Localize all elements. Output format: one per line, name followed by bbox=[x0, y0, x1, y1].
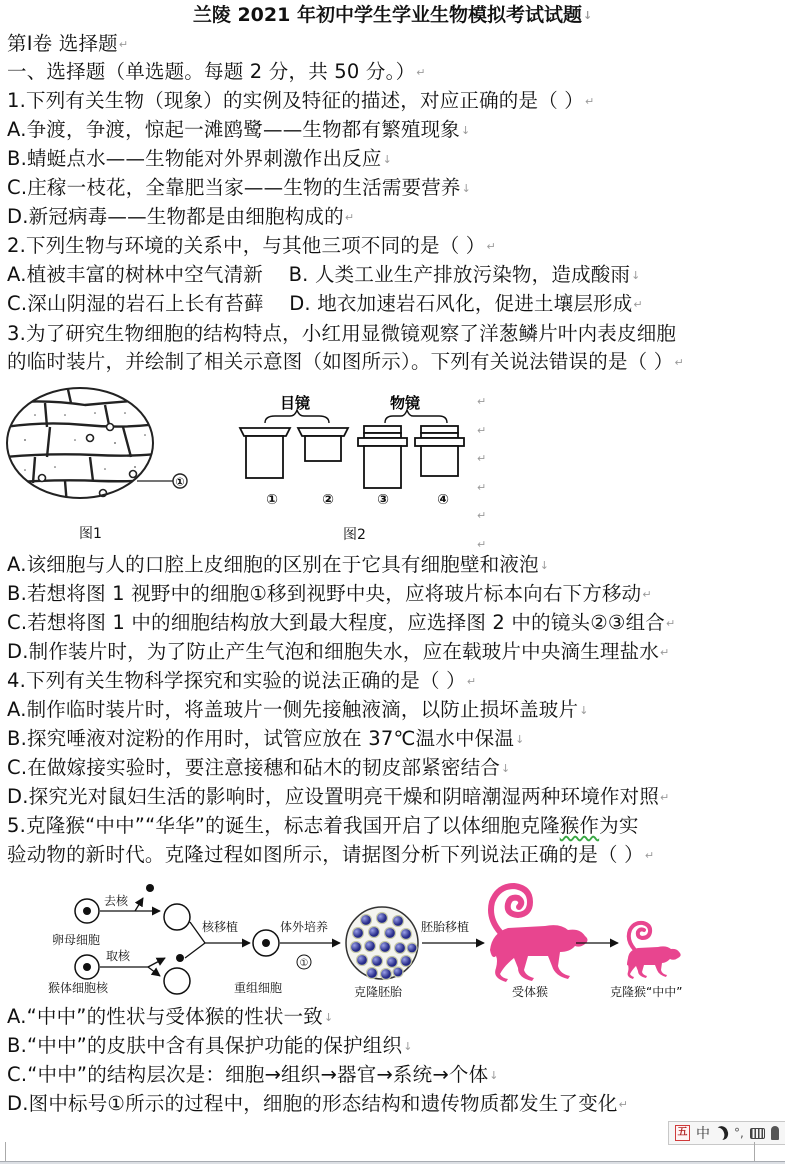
clone-monkey-icon bbox=[627, 923, 681, 979]
svg-text:①: ① bbox=[266, 492, 278, 508]
figure-2-lenses bbox=[235, 388, 475, 543]
ime-mode-icon[interactable]: 五 bbox=[675, 1125, 690, 1141]
svg-text:核移植: 核移植 bbox=[202, 920, 239, 934]
question-5-option-a: A.“中中”的性状与受体猴的性状一致↓ bbox=[7, 1005, 334, 1028]
question-5-option-c: C.“中中”的结构层次是：细胞→组织→器官→系统→个体↓ bbox=[7, 1063, 499, 1086]
ime-language-toggle[interactable]: 中 bbox=[696, 1126, 710, 1142]
question-1-option-b: B.蜻蜓点水——生物能对外界刺激作出反应↓ bbox=[7, 147, 392, 170]
figure-1-caption: 图1 bbox=[79, 526, 102, 542]
question-4-option-d: D.探究光对鼠妇生活的影响时，应设置明亮干燥和阴暗潮湿两种环境作对照↵ bbox=[7, 785, 670, 808]
question-5-stem-line-1: 5.克隆猴“中中”“华华”的诞生，标志着我国开启了以体细胞克隆猴作为实 bbox=[7, 814, 639, 837]
svg-text:③: ③ bbox=[377, 492, 389, 508]
svg-text:克隆胚胎: 克隆胚胎 bbox=[354, 985, 403, 999]
question-4-stem: 4.下列有关生物科学探究和实验的说法正确的是（ ）↵ bbox=[7, 669, 477, 692]
svg-text:胚胎移植: 胚胎移植 bbox=[421, 920, 470, 934]
svg-text:①: ① bbox=[299, 958, 309, 969]
svg-text:目镜: 目镜 bbox=[279, 394, 311, 412]
question-4-option-a: A.制作临时装片时，将盖玻片一侧先接触液滴，以防止损坏盖玻片↓ bbox=[7, 698, 589, 721]
question-1-option-a: A.争渡，争渡，惊起一滩鸥鹭——生物都有繁殖现象↓ bbox=[7, 118, 471, 141]
lens-drawing bbox=[235, 388, 475, 518]
question-5-option-d: D.图中标号①所示的过程中，细胞的形态结构和遗传物质都发生了变化↵ bbox=[7, 1092, 629, 1115]
question-3-option-b: B.若想将图 1 视野中的细胞①移到视野中央，应将玻片标本向右下方移动↵ bbox=[7, 582, 652, 605]
question-1-option-d: D.新冠病毒——生物都是由细胞构成的↵ bbox=[7, 205, 355, 228]
document-title: 兰陵 2021 年初中学生学业生物模拟考试试题↓ bbox=[192, 4, 593, 26]
svg-text:①: ① bbox=[175, 475, 185, 489]
question-5-stem-line-2: 验动物的新时代。克隆过程如图所示，请据图分析下列说法正确的是（ ）↵ bbox=[7, 843, 655, 866]
svg-text:体外培养: 体外培养 bbox=[280, 920, 329, 934]
svg-text:取核: 取核 bbox=[106, 949, 131, 963]
punctuation-toggle[interactable]: °, bbox=[734, 1126, 744, 1140]
question-2-stem: 2.下列生物与环境的关系中，与其他三项不同的是（ ）↵ bbox=[7, 234, 496, 257]
svg-text:受体猴: 受体猴 bbox=[512, 985, 549, 999]
svg-text:④: ④ bbox=[437, 492, 449, 508]
question-4-option-b: B.探究唾液对淀粉的作用时，试管应放在 37℃温水中保温↓ bbox=[7, 727, 525, 750]
surrogate-monkey-icon bbox=[490, 886, 588, 982]
soft-keyboard-icon[interactable] bbox=[750, 1128, 765, 1139]
question-2-options-ab: A.植被丰富的树林中空气清新 B. 人类工业生产排放污染物，造成酸雨↓ bbox=[7, 263, 641, 286]
svg-text:猴体细胞核: 猴体细胞核 bbox=[48, 981, 109, 995]
svg-text:②: ② bbox=[322, 492, 334, 508]
figure-paragraph-marks: ↵ ↵ ↵ ↵ ↵ ↵ bbox=[477, 395, 487, 551]
svg-text:重组细胞: 重组细胞 bbox=[234, 981, 283, 995]
cloning-diagram bbox=[40, 878, 700, 1003]
question-5-option-b: B.“中中”的皮肤中含有具保护功能的保护组织↓ bbox=[7, 1034, 413, 1057]
half-width-moon-icon[interactable] bbox=[714, 1124, 730, 1141]
figure-cloning-process bbox=[40, 878, 700, 1003]
user-icon[interactable] bbox=[771, 1126, 779, 1140]
question-3-stem-line-2: 的临时装片，并绘制了相关示意图（如图所示）。下列有关说法错误的是（ ）↵ bbox=[7, 350, 684, 373]
page-bottom-edge bbox=[0, 1149, 785, 1164]
svg-text:物镜: 物镜 bbox=[389, 394, 421, 412]
question-3-option-a: A.该细胞与人的口腔上皮细胞的区别在于它具有细胞壁和液泡↓ bbox=[7, 553, 550, 576]
question-1-option-c: C.庄稼一枝花，全靠肥当家——生物的生活需要营养↓ bbox=[7, 176, 472, 199]
question-3-option-d: D.制作装片时，为了防止产生气泡和细胞失水，应在载玻片中央滴生理盐水↵ bbox=[7, 640, 670, 663]
svg-text:卵母细胞: 卵母细胞 bbox=[52, 933, 101, 947]
question-2-options-cd: C.深山阴湿的岩石上长有苔藓 D. 地衣加速岩石风化，促进土壤层形成↵ bbox=[7, 292, 643, 315]
question-3-stem-line-1: 3.为了研究生物细胞的结构特点，小红用显微镜观察了洋葱鳞片叶内表皮细胞 bbox=[7, 322, 677, 345]
volume-heading: 第Ⅰ卷 选择题↵ bbox=[7, 32, 129, 55]
question-3-option-c: C.若想将图 1 中的细胞结构放大到最大程度，应选择图 2 中的镜头②③组合↵ bbox=[7, 611, 676, 634]
figure-2-caption: 图2 bbox=[343, 527, 366, 543]
svg-text:克隆猴“中中”: 克隆猴“中中” bbox=[610, 985, 683, 999]
question-1-stem: 1.下列有关生物（现象）的实例及特征的描述，对应正确的是（ ）↵ bbox=[7, 89, 595, 112]
svg-text:去核: 去核 bbox=[104, 894, 129, 908]
section-heading: 一、选择题（单选题。每题 2 分，共 50 分。）↵ bbox=[7, 60, 426, 83]
onion-cell-drawing bbox=[5, 385, 195, 505]
figure-1-onion-cells bbox=[5, 385, 195, 542]
ime-toolbar[interactable] bbox=[668, 1121, 785, 1145]
question-4-option-c: C.在做嫁接实验时，要注意接穗和砧木的韧皮部紧密结合↓ bbox=[7, 756, 511, 779]
